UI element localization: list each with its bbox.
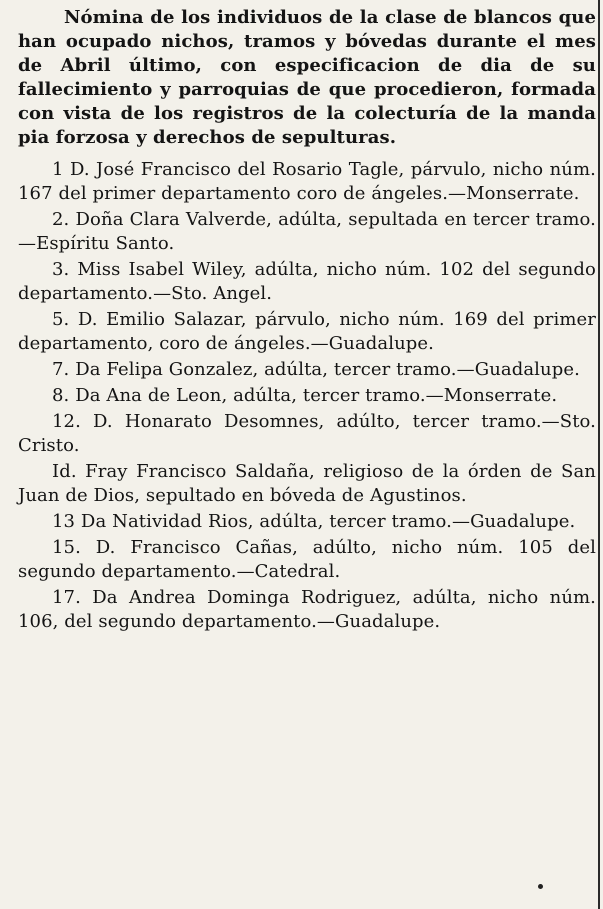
- burial-entry: 15. D. Francisco Cañas, adúlto, nicho núm. 105 del segundo departamento.—Catedral.: [18, 537, 596, 582]
- burial-entry: 8. Da Ana de Leon, adúlta, tercer tramo.—Monserrate.: [52, 385, 558, 406]
- burial-entry: 7. Da Felipa Gonzalez, adúlta, tercer tramo.—Guadalupe.: [52, 359, 580, 380]
- burial-entry: 1 D. José Francisco del Rosario Tagle, párvulo, nicho núm. 167 del primer departamento coro de ángeles.—Monserrate.: [18, 159, 596, 204]
- burial-entry: 12. D. Honarato Desomnes, adúlto, tercer tramo.—Sto. Cristo.: [18, 411, 596, 456]
- text-column: [18, 6, 596, 636]
- burial-entry: 17. Da Andrea Dominga Rodriguez, adúlta, nicho núm. 106, del segundo departamento.—Guadalupe.: [18, 587, 596, 632]
- burial-entry: Id. Fray Francisco Saldaña, religioso de la órden de San Juan de Dios, sepultado en bóveda de Agustinos.: [18, 461, 596, 506]
- burial-entry: 13 Da Natividad Rios, adúlta, tercer tramo.—Guadalupe.: [52, 511, 576, 532]
- ink-speck: [538, 884, 543, 889]
- column-rule: [598, 0, 600, 909]
- burial-entry: 5. D. Emilio Salazar, párvulo, nicho núm. 169 del primer departamento, coro de ángeles.—Guadalupe.: [18, 309, 596, 354]
- notice-heading: Nómina de los individuos de la clase de blancos que han ocupado nichos, tramos y bóvedas durante el mes de Abril último, con especificacion de dia de su fallecimiento y parroquias de que procedieron, formada con vista de los registros de la colecturía de la manda pia forzosa y derechos de sepulturas.: [18, 7, 596, 148]
- burial-entry: 2. Doña Clara Valverde, adúlta, sepultada en tercer tramo.—Espíritu Santo.: [18, 209, 596, 254]
- burial-entry: 3. Miss Isabel Wiley, adúlta, nicho núm. 102 del segundo departamento.—Sto. Angel.: [18, 259, 596, 304]
